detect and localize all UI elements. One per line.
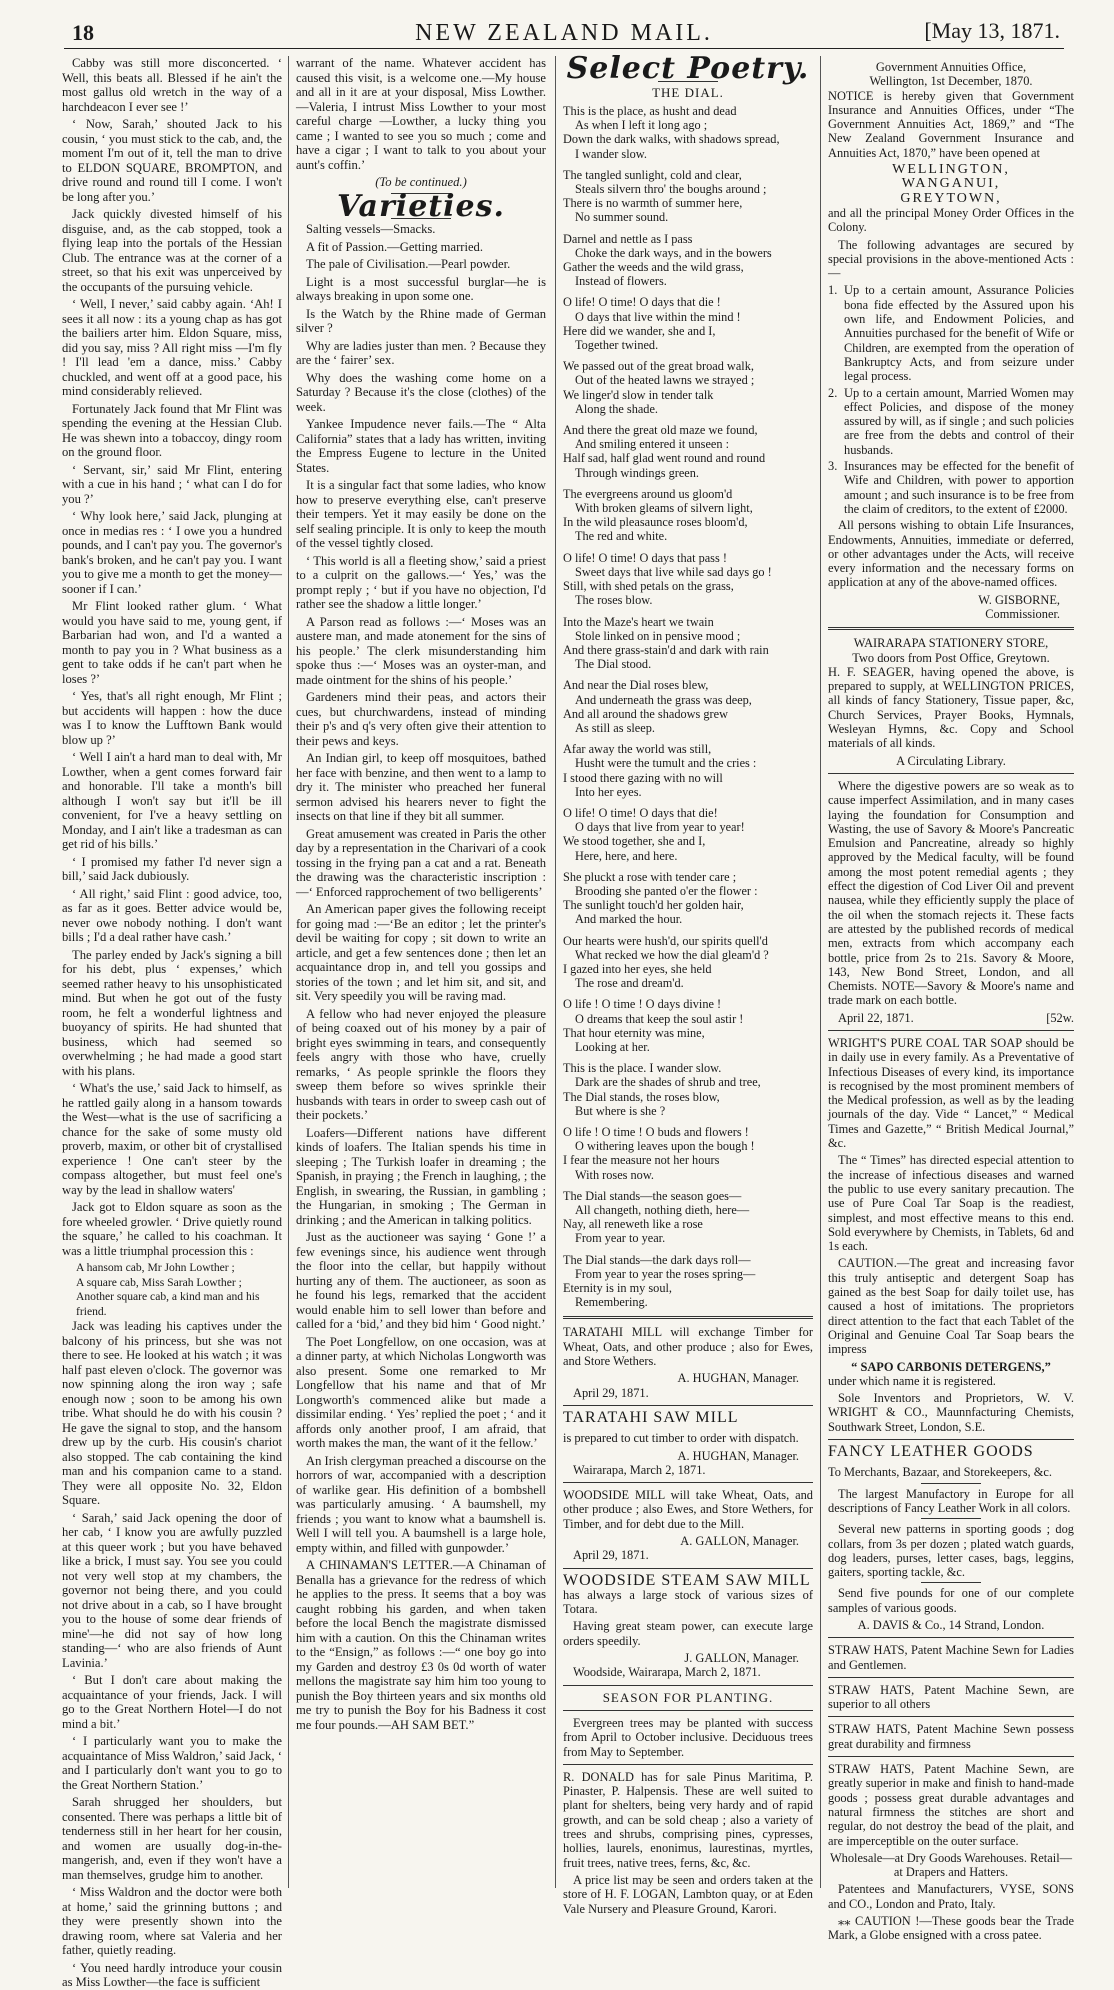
poem-line: I wander slow.: [575, 146, 647, 161]
ad-text: STRAW HATS, Patent Machine Sewn for Ladies and Gentlemen.: [828, 1643, 1074, 1672]
ad-text: R. DONALD has for sale Pinus Maritima, P. Pinaster, P. Halpensis. These are well suited to plant for shelters, being very hardy and of rapid growth, and can be sold cheap ; also a variety of trees and shrubs, comprising pines, cypresses, hollies, laurels, enonimus, laurestinas, myrtles, fruit trees, native trees, ferns, &c, &c.: [563, 1769, 813, 1870]
poem-line: I gazed into her eyes, she held: [563, 961, 712, 976]
poem-line: From year to year.: [575, 1231, 666, 1246]
variety-item: Why are ladies juster than men. ? Because they are the ‘ fairer’ sex.: [296, 338, 546, 367]
story-paragraph: Fortunately Jack found that Mr Flint was spending the evening at the Hessian Club. He was shewn into a tobaccoy, dingy room on the ground floor.: [62, 401, 282, 459]
ad-signature: A. GALLON, Manager.: [680, 1534, 799, 1548]
divider: [828, 1030, 1074, 1031]
poem-line: And there grass-stain'd and dark with rain: [563, 642, 769, 657]
poem-line: Down the dark walks, with shadows spread,: [563, 132, 780, 147]
poem-line: As still as sleep.: [575, 720, 655, 735]
to-be-continued: (To be continued.): [375, 175, 467, 189]
poem-line: That hour eternity was mine,: [563, 1025, 705, 1040]
poem-line: The Dial stands—the dark days roll—: [563, 1252, 751, 1267]
poem-line: Here, here, and here.: [575, 848, 678, 863]
poem-line: But where is she ?: [575, 1103, 666, 1118]
ad-text: H. F. SEAGER, having opened the above, is prepared to supply, at WELLINGTON PRICES, all kinds of fancy Stationery, Tissue paper, &c, Church Services, Prayer Books, Hymnals, Wesleyan Hymns, &c. Copy and School materials of all kinds.: [828, 664, 1074, 751]
ad-heading: FANCY LEATHER GOODS: [828, 1443, 1034, 1461]
ad-text-3: Patentees and Manufacturers, VYSE, SONS and CO., London and Prato, Italy.: [828, 1882, 1074, 1911]
ad-text-5: Sole Inventors and Proprietors, W. V. WRIGHT & CO., Maunnfacturing Chemists, Southwark Street, London, S.E.: [828, 1391, 1074, 1434]
poem-stanza: [563, 678, 813, 735]
variety-item: An Indian girl, to keep off mosquitoes, bathed her face with benzine, and then went to a lamp to dry it. The minister who preached her funeral sermon advised his hearers never to fight the insects on that line if they bit all summer.: [296, 751, 546, 823]
story-paragraph: Jack was leading his captives under the balcony of his princess, but she was not there to see. He looked at his watch ; it was half past eleven o'clock. The governor was now spinning along the iron way ; safe enough now ; soon to be among his own tribe. What should he do with his cousin ? He gave the signal to stop, and the hansom drew up by the curb. His cousin's chariot also stopped. The cab containing the kind man and his companion came to a stand. They were all opposite No. 32, Eldon Square.: [62, 1319, 282, 1507]
variety-item: A CHINAMAN'S LETTER.—A Chinaman of Benalla has a grievance for the redress of which he applies to the press. It seems that a boy was caught robbing his garden, and when taken before the local Bench the magistrate dismissed him with a caution. On this the Chinaman writes to the “Ensign,” as follows :—“ one boy go into my Garden and destroy £3 0s 0d worth of water mellons the magistrate say him him too young to punish the Boy thirteen years and six months old me try to punish the Boy for his Badness it cost me four pounds.—AH SAM BET.”: [296, 1558, 546, 1732]
item-text: Insurances may be effected for the benefit of Wife and Children, with power to apportion amount ; and such insurance is to be free from the claim of creditors, to the extent of £2000.: [844, 459, 1074, 516]
ad-taratahi-saw-mill: [563, 1408, 813, 1477]
poem-line: The tangled sunlight, cold and clear,: [563, 167, 742, 182]
variety-item: The Poet Longfellow, on one occasion, was at a dinner party, at which Nicholas Longworth was also present. Some one remarked to Mr Longfellow that his name and that of Mr Longworth's commenced alike but made a dissimilar ending. ‘ Yes’ replied the poet ; ‘ and it affords only another proof, I am afraid, that worth makes the man, the want of it the fellow.’: [296, 1334, 546, 1450]
poem-line: I fear the measure not her hours: [563, 1153, 720, 1168]
variety-item: A fellow who had never enjoyed the pleasure of being coaxed out of his money by a pair of bright eyes swimming in tears, and consequently feels angry with those who have, cruelly remarks, ‘ As people sprinkle the floors they sweep them before so wives sprinkle their husbands with tears in order to sweep cash out of their pockets.’: [296, 1006, 546, 1122]
poem-line: The red and white.: [575, 529, 668, 544]
column-rule: [820, 56, 821, 1888]
annuity-list: [828, 283, 1074, 516]
variety-item: Gardeners mind their peas, and actors their cues, but churchwardens, instead of minding their p's and q's very often give their attention to their pews and keys.: [296, 690, 546, 748]
poem-line: O life! O time! O days that pass !: [563, 550, 727, 565]
ad-signature: A. DAVIS & Co., 14 Strand, London.: [857, 1617, 1045, 1632]
ad-signature-title: Commissioner.: [985, 606, 1060, 621]
ad-stationery-store: [828, 636, 1074, 768]
poem-line: The rose and dream'd.: [575, 976, 684, 991]
ads-column: [828, 56, 1074, 1943]
poem-line: From year to year the roses spring—: [575, 1266, 756, 1281]
circulating-library: A Circulating Library.: [896, 753, 1006, 768]
ad-taratahi-mill: [563, 1325, 813, 1399]
poem-line: Sweet days that live while sad days go !: [575, 564, 772, 579]
paper-title: NEW ZEALAND MAIL.: [415, 20, 713, 46]
ad-text: Evergreen trees may be planted with success from April to October inclusive. Deciduous trees from May to September.: [563, 1715, 813, 1759]
poem-line: We linger'd slow in tender talk: [563, 387, 714, 402]
divider: [563, 1685, 813, 1686]
poem-line: O life ! O time ! O days divine !: [563, 997, 722, 1012]
poem-line: I stood there gazing with no will: [563, 770, 723, 785]
ad-text-4: All persons wishing to obtain Life Insurances, Endowments, Annuities, immediate or deferred, or other advantages under the Acts, will receive every information and the necessary forms on application at any of the above-named offices.: [828, 518, 1074, 590]
divider: [563, 1405, 813, 1406]
annuities-date: Wellington, 1st December, 1870.: [869, 74, 1033, 89]
ad-text-3: CAUTION.—The great and increasing favor this truly antiseptic and detergent Soap has gained as the best Soap for daily toilet use, has caused a host of imitations. The proprietors direct attention to the fact that each Tablet of the Original and Genuine Coal Tar Soap bears the impress: [828, 1256, 1074, 1357]
poem-line: This is the place. I wander slow.: [563, 1061, 722, 1076]
variety-item: A fit of Passion.—Getting married.: [306, 239, 483, 254]
ad-heading: SEASON FOR PLANTING.: [602, 1689, 774, 1705]
ad-signature: A. HUGHAN, Manager.: [677, 1448, 799, 1463]
variety-item: Why does the washing come home on a Saturday ? Because it's the close (clothes) of the week.: [296, 370, 546, 414]
poem-stanza: [563, 104, 813, 161]
varieties-paragraphs: [296, 222, 546, 1732]
masthead: [64, 14, 1064, 49]
poem-line: Dark are the shades of shrub and tree,: [575, 1075, 761, 1090]
poem-line: Darnel and nettle as I pass: [563, 231, 693, 246]
poem-stanza: [563, 551, 813, 608]
variety-item: The pale of Civilisation.—Pearl powder.: [306, 257, 511, 271]
poem-line: Gather the weeds and the wild grass,: [563, 260, 744, 275]
variety-item: Great amusement was created in Paris the other day by a representation in the Charivari of a cook tossing in the frying pan a cat and a rat. Beneath the drawing was the characteristic inscription :—‘ Enforced rapprochement of two belligerents’: [296, 826, 546, 899]
variety-item: An American paper gives the following receipt for going mad :—‘Be an editor ; let the printer's devil be waiting for copy ; sit down to write an article, and get a few sentences done ; then let an acquaintance drop in, and tell you gossips and stories of the town ; and let him sit, and sit, and sit. Very speedily you will be raving mad.: [296, 902, 546, 1003]
variety-item: Yankee Impudence never fails.—The “ Alta California” states that a lady has written, inviting the Empress Eugene to lecture in the United States.: [296, 417, 546, 475]
annuity-item: [828, 386, 1074, 457]
poem-line: O life! O time! O days that die!: [563, 805, 718, 820]
variety-item: An Irish clergyman preached a discourse on the horrors of war, accompanied with a description of warlike gear. His definition of a bombshell was particularly amusing. ‘ A baumshell, my friends ; you want to know what a baumshell is. Well I will tell you. A baumshell is a large hole, empty within, and filled with gunpowder.’: [296, 1453, 547, 1555]
poem-stanza: [563, 997, 813, 1054]
variety-item: Just as the auctioneer was saying ‘ Gone !’ a few evenings since, his audience went through the floor into the cellar, but happily without hurting any of them. The auctioneer, as soon as he found his legs, remarked that the accident would enable him to sell lower than before and called for a ‘bid,’ and they bid him ‘ Good night.’: [296, 1230, 546, 1331]
poem-line: O withering leaves upon the bough !: [575, 1139, 755, 1154]
variety-item: Loafers—Different nations have different kinds of loafers. The Italian spends his time in sleeping ; The Turkish loafer in dreaming ; the Spanish, in praying ; the French in laughing, ; the English, in swearing, the Russian, in gambling ; the Hungarian, in smoking ; The German in drinking ; and the American in talking politics.: [296, 1125, 546, 1227]
item-text: Up to a certain amount, Assurance Policies bona fide effected by the Assured upon his own life, and Endowment Policies, and Annuities purchased for the benefit of Wife or Children, are exempted from the operation of Bankruptcy Acts, and from seizure under legal process.: [844, 283, 1074, 384]
poem-stanza: [563, 232, 813, 289]
ad-text: TARATAHI MILL will exchange Timber for Wheat, Oats, and other produce ; also for Ewes, and Store Wethers.: [563, 1325, 813, 1369]
column-rule: [555, 56, 556, 1888]
item-number: 2.: [828, 385, 838, 400]
story-column: [62, 56, 282, 1989]
poem-line: This is the place, as husht and dead: [563, 104, 737, 118]
poem-stanza: [563, 934, 813, 991]
ad-date: Wairarapa, March 2, 1871.: [573, 1462, 706, 1477]
poem-line: We stood together, she and I,: [563, 834, 706, 849]
ad-signature: W. GISBORNE,: [978, 592, 1060, 607]
story-paragraph: ‘ Well I ain't a hard man to deal with, Mr Lowther, when a gent comes forward fair and honorable. I'll take a month's bill although I won't say but it'll be ill convenient, for I've a heavy settling on Monday, and I ain't like a tradesman as can get rid of his bills.’: [62, 750, 282, 851]
story-paragraphs-continued: [62, 1319, 282, 1990]
rhyme-line: A square cab, Miss Sarah Lowther ;: [76, 1275, 242, 1289]
poetry-heading: Select Poetry.: [566, 51, 810, 86]
poem-line: Into her eyes.: [575, 784, 642, 799]
story-paragraph: ‘ I particularly want you to make the acquaintance of Miss Waldron,’ said Jack, ‘ and I particularly don't want you to go to the Great Northern Station.’: [62, 1734, 282, 1792]
story-paragraph: Cabby was still more disconcerted. ‘ Well, this beats all. Blessed if he ain't the most gallus old wretch in the way of a harchdeacon I ever see !’: [62, 56, 282, 114]
poem-line: And there the great old maze we found,: [563, 423, 758, 438]
ad-text-2: A price list may be seen and orders taken at the store of H. F. LOGAN, Lambton quay, or at Eden Vale Nursery and Pleasure Ground, Karori.: [563, 1872, 813, 1916]
ad-heading: WOODSIDE STEAM SAW MILL: [563, 1571, 811, 1589]
poem-line: Steals silvern thro' the boughs around ;: [575, 182, 767, 197]
story-paragraph: ‘ But I don't care about making the acquaintance of your friends, Jack. I will go to the Great Northern Hotel—I do not mind a bit.’: [62, 1673, 282, 1731]
divider: [563, 1482, 813, 1483]
poem-stanza: [563, 1061, 813, 1118]
poem-line: There is no warmth of summer here,: [563, 196, 743, 211]
poem-line: Husht were the tumult and the cries :: [575, 756, 757, 771]
poem-line: And smiling entered it unseen :: [575, 437, 730, 452]
ad-coal-tar-soap: [828, 1036, 1074, 1434]
ad-date: Woodside, Wairarapa, March 2, 1871.: [573, 1665, 761, 1680]
divider: [828, 1756, 1074, 1757]
poem-line: O days that live from year to year!: [575, 820, 745, 835]
divider: [921, 1518, 981, 1519]
poem-line: Half sad, half glad went round and round: [563, 451, 766, 466]
poem-stanza: [563, 487, 813, 544]
story-paragraph: The parley ended by Jack's signing a bill for his debt, plus ‘ expenses,’ which seemed rather heavy to his unsophisticated mind. But when he got out of the fusty room, he felt a wonderful lightness and buoyancy of spirits. He had shunted that business, which had seemed so overwhelming ; he had made a good start with his plans.: [62, 947, 282, 1078]
ad-woodside-mill: [563, 1488, 813, 1562]
ad-text: STRAW HATS, Patent Machine Sewn possess great durability and firmness: [828, 1722, 1074, 1751]
divider: [828, 1637, 1074, 1638]
story-paragraph: Mr Flint looked rather glum. ‘ What would you have said to me, young gent, if Barbarian had won, and I'd a wanted a month to pay you in ? What business as a gent to take odds if he can't part when he loses ?’: [62, 599, 282, 686]
divider: [828, 1439, 1074, 1440]
ad-text-2: The “ Times” has directed especial attention to the increase of infectious diseases and warned the public to use every sanitary precaution. The use of Pure Coal Tar Soap is the readiest, simplest, and most effective means to this end. Sold everywhere by Chemists, in Tablets, 6d and 1s each.: [828, 1153, 1074, 1254]
annuity-item: [828, 459, 1074, 516]
divider: [828, 627, 1074, 630]
variety-item: Salting vessels—Smacks.: [306, 222, 436, 236]
story-paragraph: ‘ Miss Waldron and the doctor were both at home,’ said the grinning buttons ; and they were presently shown into the drawing room, where sat Valeria and her father, quietly reading.: [62, 1885, 282, 1957]
story-paragraph: Jack quickly divested himself of his disguise, and, as the cab stopped, took a flying leap into the portals of the Hessian Club. The entrance was at the corner of a street, so that his exit was unperceived by the occupants of the pursuing vehicle.: [62, 207, 282, 294]
poem-line: And marked the hour.: [575, 912, 683, 927]
column-rule: [288, 56, 289, 1888]
poem-line: Nay, all reneweth like a rose: [563, 1217, 703, 1232]
divider: [563, 1316, 813, 1319]
story-paragraph: ‘ You need hardly introduce your cousin as Miss Lowther—the face is sufficient: [62, 1960, 282, 1989]
annuity-item: [828, 283, 1074, 383]
ad-date: April 29, 1871.: [573, 1385, 649, 1400]
story-paragraph: ‘ Yes, that's all right enough, Mr Flint ; but accidents will happen : how the duce was I to know the Lufftown Bank would blow up ?’: [62, 689, 282, 747]
poem-stanza: [563, 1125, 813, 1182]
ad-text-3: The following advantages are secured by special provisions in the above-mentioned Acts :—: [828, 237, 1074, 281]
ad-text: The largest Manufactory in Europe for all descriptions of Fancy Leather Work in all colors.: [828, 1486, 1074, 1515]
poem-line: O days that live within the mind !: [575, 309, 741, 324]
issue-date: [May 13, 1871.: [924, 18, 1060, 43]
ad-text-2: Wholesale—at Dry Goods Warehouses. Retail—at Drapers and Hatters.: [829, 1850, 1073, 1880]
ad-text: STRAW HATS, Patent Machine Sewn, are superior to all others: [828, 1682, 1074, 1712]
item-number: 1.: [828, 283, 838, 298]
poem-line: We passed out of the great broad walk,: [563, 359, 754, 374]
story-paragraph: ‘ I promised my father I'd never sign a bill,’ said Jack dubiously.: [62, 854, 282, 883]
ad-heading: WAIRARAPA STATIONERY STORE,: [853, 636, 1049, 651]
ad-text: WOODSIDE MILL will take Wheat, Oats, and other produce ; also Ewes, and Store Wethers, for Timber, and for debt due to the Mill.: [563, 1488, 813, 1531]
poem-line: And near the Dial roses blew,: [563, 678, 709, 693]
ad-savory-moore: [828, 779, 1074, 1025]
poem-line: O life! O time! O days that die !: [563, 295, 721, 310]
ad-text-3: Send five pounds for one of our complete samples of various goods.: [828, 1586, 1074, 1615]
poem-line: Here did we wander, she and I,: [563, 323, 716, 338]
poem-line: And all around the shadows grew: [563, 706, 728, 721]
variety-item: A Parson read as follows :—‘ Moses was an austere man, and made atonement for the sins of his people.’ The clerk misunderstanding him spoke thus :—‘ Moses was an oyster-man, and made ointment for the shins of his people.’: [296, 614, 546, 687]
soap-impress: “ SAPO CARBONIS DETERGENS,”: [851, 1359, 1051, 1374]
story-continuation: warrant of the name. Whatever accident has caused this visit, is a welcome one.—My house and all in it are at your disposal, Miss Lowther.—Valeria, I intrust Miss Lowther to your most careful charge —Lowther, a lucky thing you came ; I wanted to see you so much ; come and have a cigar ; I want to talk to you about your aunt's coffin.’: [296, 56, 546, 172]
poem-line: All changeth, nothing dieth, here—: [575, 1203, 750, 1218]
poem-line: Through windings green.: [575, 465, 699, 480]
ad-straw-hats-final: [828, 1762, 1074, 1943]
poem-line: The Dial stood.: [575, 657, 652, 672]
ad-fancy-leather: [828, 1445, 1074, 1632]
story-paragraph: Jack got to Eldon square as soon as the fore wheeled growler. ‘ Drive quietly round the square,’ he called to his coachman. It was a little triumphal procession this :: [62, 1200, 282, 1258]
annuities-office: Government Annuities Office,: [875, 60, 1027, 74]
story-paragraph: Sarah shrugged her shoulders, but consented. There was perhaps a little bit of tenderness still in her heart for her cousin, and women are usually dog-in-the-mangerish, and, even if they won't have a man themselves, grudge him to another.: [62, 1795, 282, 1882]
divider: [828, 1716, 1074, 1717]
poem-line: Choke the dark ways, and in the bowers: [575, 245, 772, 260]
ad-signature: A. HUGHAN, Manager.: [677, 1371, 799, 1386]
divider: [921, 1483, 981, 1484]
story-paragraph: ‘ Why look here,’ said Jack, plunging at once in medias res : ‘ I owe you a hundred pounds, and I can't pay you. The governor's bank's broken, and he can't pay you. I want you to give me a month to get the money—sooner if I can.’: [62, 509, 282, 596]
ad-woodside-steam: [563, 1571, 813, 1680]
straw-hat-ads: [828, 1643, 1074, 1757]
divider: [563, 1710, 813, 1711]
poem-line: With broken gleams of silvern light,: [575, 501, 753, 516]
poem-stanza: [563, 742, 813, 799]
ad-subheading: To Merchants, Bazaar, and Storekeepers, &c.: [828, 1465, 1052, 1480]
story-paragraph: ‘ All right,’ said Flint : good advice, too, as far as it goes. Better advice would be, never owe nobody nothing. I don't want bills ; I'd a deal rather have cash.’: [62, 886, 282, 944]
divider: [828, 773, 1074, 774]
poem-line: With roses now.: [575, 1167, 654, 1182]
page-number: 18: [72, 20, 94, 45]
divider: [563, 1764, 813, 1765]
poem-line: What recked we how the dial gleam'd ?: [575, 947, 769, 962]
story-paragraphs: [62, 56, 282, 1258]
ad-text-2: Having great steam power, can execute large orders speedily.: [563, 1619, 813, 1648]
poem-line: Together twined.: [575, 338, 659, 353]
ad-government-annuities: [828, 60, 1074, 621]
variety-item: It is a singular fact that some ladies, who know how to preserve everything else, can't preserve their tempers. Yet it may easily be done on the self sealing principle. It is only to keep the mouth of the vessel tightly closed.: [296, 478, 546, 550]
item-number: 3.: [828, 459, 838, 474]
poem-line: As when I left it long ago ;: [575, 118, 708, 133]
poem-line: Still, with shed petals on the grass,: [563, 579, 734, 594]
poem-line: Remembering.: [575, 1295, 648, 1310]
poem-line: O life ! O time ! O buds and flowers !: [563, 1125, 749, 1139]
variety-item: Is the Watch by the Rhine made of German silver ?: [296, 306, 546, 335]
poem-stanza: [563, 423, 813, 480]
rhyme-line: Another square cab, a kind man and his friend.: [76, 1290, 260, 1318]
poem-stanza: [563, 806, 813, 863]
divider: [921, 1582, 981, 1583]
poem-line: The sunlight touch'd her golden hair,: [563, 898, 744, 913]
poem-line: Along the shade.: [575, 401, 658, 416]
story-paragraph: ‘ What's the use,’ said Jack to himself, as he rattled gaily along in a hansom towards the West—what is the use of sacrificing a chance for the sake of some musty old proverb, maxim, or other bit of crystallised experience ! One can't steer by the compass altogether, but must feel one's way by the lead in shallow waters': [62, 1081, 282, 1197]
poem-line: Stole linked on in pensive mood ;: [575, 628, 741, 643]
poem-line: Eternity is in my soul,: [563, 1281, 672, 1296]
poem-line: Into the Maze's heart we twain: [563, 614, 714, 629]
poem-stanza: [563, 359, 813, 416]
poem-stanza: [563, 1189, 813, 1246]
ad-text: WRIGHT'S PURE COAL TAR SOAP should be in daily use in every family. As a Preventative of Infectious Diseases of every kind, its importance is recognised by the most prominent members of the Medical profession, as well as by the leading journals of the day. Vide “ Lancet,” “ Medical Times and Gazette,” “ British Medical Journal,” &c.: [828, 1036, 1074, 1151]
variety-item: ‘ This world is all a fleeting show,’ said a priest to a culprit on the gallows.—‘ Yes,’ was the prompt reply ; ‘ but if you have no objection, I'd rather see the shadow a little longer.’: [296, 553, 546, 611]
ad-date: April 29, 1871.: [573, 1548, 649, 1563]
ad-text-4: under which name it is registered.: [828, 1373, 996, 1388]
ad-subheading: Two doors from Post Office, Greytown.: [852, 650, 1050, 665]
poem-stanza: [563, 615, 813, 672]
story-paragraph: ‘ Servant, sir,’ said Mr Flint, entering with a cue in his hand ; ‘ what can I do for you ?’: [62, 462, 282, 506]
ad-straw-hats: [828, 1643, 1074, 1672]
poem-line: Looking at her.: [575, 1039, 650, 1054]
story-rhyme: [62, 1261, 282, 1319]
ad-text: STRAW HATS, Patent Machine Sewn, are greatly superior in make and finish to hand-made goods ; possess great durable advantages and natural firmness the stitches are short and regular, do not destroy the bead of the plait, and are imperceptible on the outer surface.: [828, 1762, 1074, 1848]
varieties-column: [296, 56, 546, 1888]
ad-straw-hats: [828, 1722, 1074, 1751]
poem-line: She pluckt a rose with tender care ;: [563, 869, 737, 884]
story-paragraph: ‘ Well, I never,’ said cabby again. ‘Ah! I sees it all now : its a young chap as has got the bailiers arter him. Eldon Square, miss, did you say, miss ? All right miss —I'm fly ! I'll lead 'em a dance, miss.’ Cabby chuckled, and went off at a good pace, his mind considerably relieved.: [62, 297, 282, 398]
ad-season-planting: [563, 1691, 813, 1759]
poetry-column: [563, 51, 813, 1916]
ad-text-4: ⁎⁎ CAUTION !—These goods bear the Trade Mark, a Globe ensigned with a cross patee.: [828, 1914, 1074, 1943]
poem-line: No summer sound.: [575, 210, 669, 225]
town-greytown: GREYTOWN,: [900, 190, 1002, 206]
poem-line: The evergreens around us gloom'd: [563, 486, 733, 501]
town-wellington: WELLINGTON,: [892, 162, 1010, 178]
ad-text-2: Several new patterns in sporting goods ; dog collars, from 3s per dozen ; plated watch guards, dog leaders, purses, letter cases, bags, leggins, gaiters, sporting tackle, &c.: [828, 1522, 1074, 1580]
poem-stanza: [563, 295, 813, 352]
ad-date: April 22, 1871.: [838, 1010, 914, 1025]
divider: [828, 1677, 1074, 1678]
poem-line: Instead of flowers.: [575, 274, 667, 289]
ad-straw-hats: [828, 1683, 1074, 1712]
poem-line: The Dial stands—the season goes—: [563, 1188, 742, 1203]
ad-text-2: and all the principal Money Order Offices in the Colony.: [828, 205, 1074, 235]
divider: [563, 1568, 813, 1569]
varieties-heading: Varieties.: [337, 188, 505, 224]
story-paragraph: ‘ Sarah,’ said Jack opening the door of her cab, ‘ I know you are awfully puzzled at this queer work ; but you have behaved like a brick, I must say. You see you could not very well stop at my chambers, the governor not being there, and you could not drive about in a cab, so I have brought you to the house of some dear friends of mine'—he did not say of how long standing—‘ who are also friends of Aunt Lavinia.’: [62, 1510, 282, 1670]
poem-title: THE DIAL.: [652, 84, 724, 100]
ad-reference: [52w.: [1046, 1010, 1074, 1025]
item-text: Up to a certain amount, Married Women may effect Policies, and dispose of the money assured by will, as if single ; and such policies are free from the debts and control of their husbands.: [844, 385, 1074, 457]
variety-item: Light is a most successful burglar—he is always breaking in upon some one.: [296, 274, 546, 303]
ad-heading: TARATAHI SAW MILL: [563, 1408, 739, 1426]
poem-line: In the wild pleasaunce roses bloom'd,: [563, 515, 748, 530]
poem-line: The Dial stands, the roses blow,: [563, 1089, 720, 1104]
ad-text: has always a large stock of various sizes of Totara.: [563, 1587, 813, 1617]
story-paragraph: ‘ Now, Sarah,’ shouted Jack to his cousin, ‘ you must stick to the cab, and, the moment I'm out of it, tell the man to drive to ELDON SQUARE, BROMPTON, and drive round and round till I come. I won't be long after you.’: [62, 117, 282, 204]
poem-line: The roses blow.: [575, 593, 653, 608]
poem-line: O dreams that keep the soul astir !: [575, 1011, 744, 1026]
town-wanganui: WANGANUI,: [901, 176, 1001, 192]
ad-text: Where the digestive powers are so weak as to cause imperfect Assimilation, and in many cases laying the foundation for Consumption and Wasting, the use of Savory & Moore's Pancreatic Emulsion and Pancreatine, already so highly approved by the Medical faculty, will be found among the most potent remedial agents ; they effect the digestion of Cod Liver Oil and prevent nausea, while they efficiently supply the place of the oil when the stomach rejects it. These facts are attested by the published records of medical men, extracts from which accompany each bottle, price from 2s to 21s. Savory & Moore, 143, New Bond Street, London, and all Chemists. NOTE—Savory & Moore's name and trade mark on each bottle.: [828, 778, 1074, 1008]
poem-line: And underneath the grass was deep,: [575, 692, 752, 707]
poem-stanza: [563, 168, 813, 225]
poem-body: [563, 104, 813, 1309]
ad-signature: J. GALLON, Manager.: [684, 1651, 799, 1666]
poem-stanza: [563, 1253, 813, 1310]
ad-text: NOTICE is hereby given that Government Insurance and Annuities Offices, under “The Government Annuities Act, 1869,” and “The New Zealand Government Insurance and Annuities Act, 1870,” have been opened at: [828, 88, 1074, 160]
ad-donald-nursery: [563, 1770, 813, 1916]
poem-line: Afar away the world was still,: [563, 742, 712, 757]
poem-line: Out of the heated lawns we strayed ;: [575, 373, 755, 388]
ad-text: is prepared to cut timber to order with dispatch.: [563, 1431, 799, 1446]
rhyme-line: A hansom cab, Mr John Lowther ;: [76, 1261, 235, 1274]
poem-stanza: [563, 870, 813, 927]
poem-line: Brooding she panted o'er the flower :: [575, 883, 758, 898]
poem-line: Our hearts were hush'd, our spirits quell'd: [563, 933, 768, 948]
